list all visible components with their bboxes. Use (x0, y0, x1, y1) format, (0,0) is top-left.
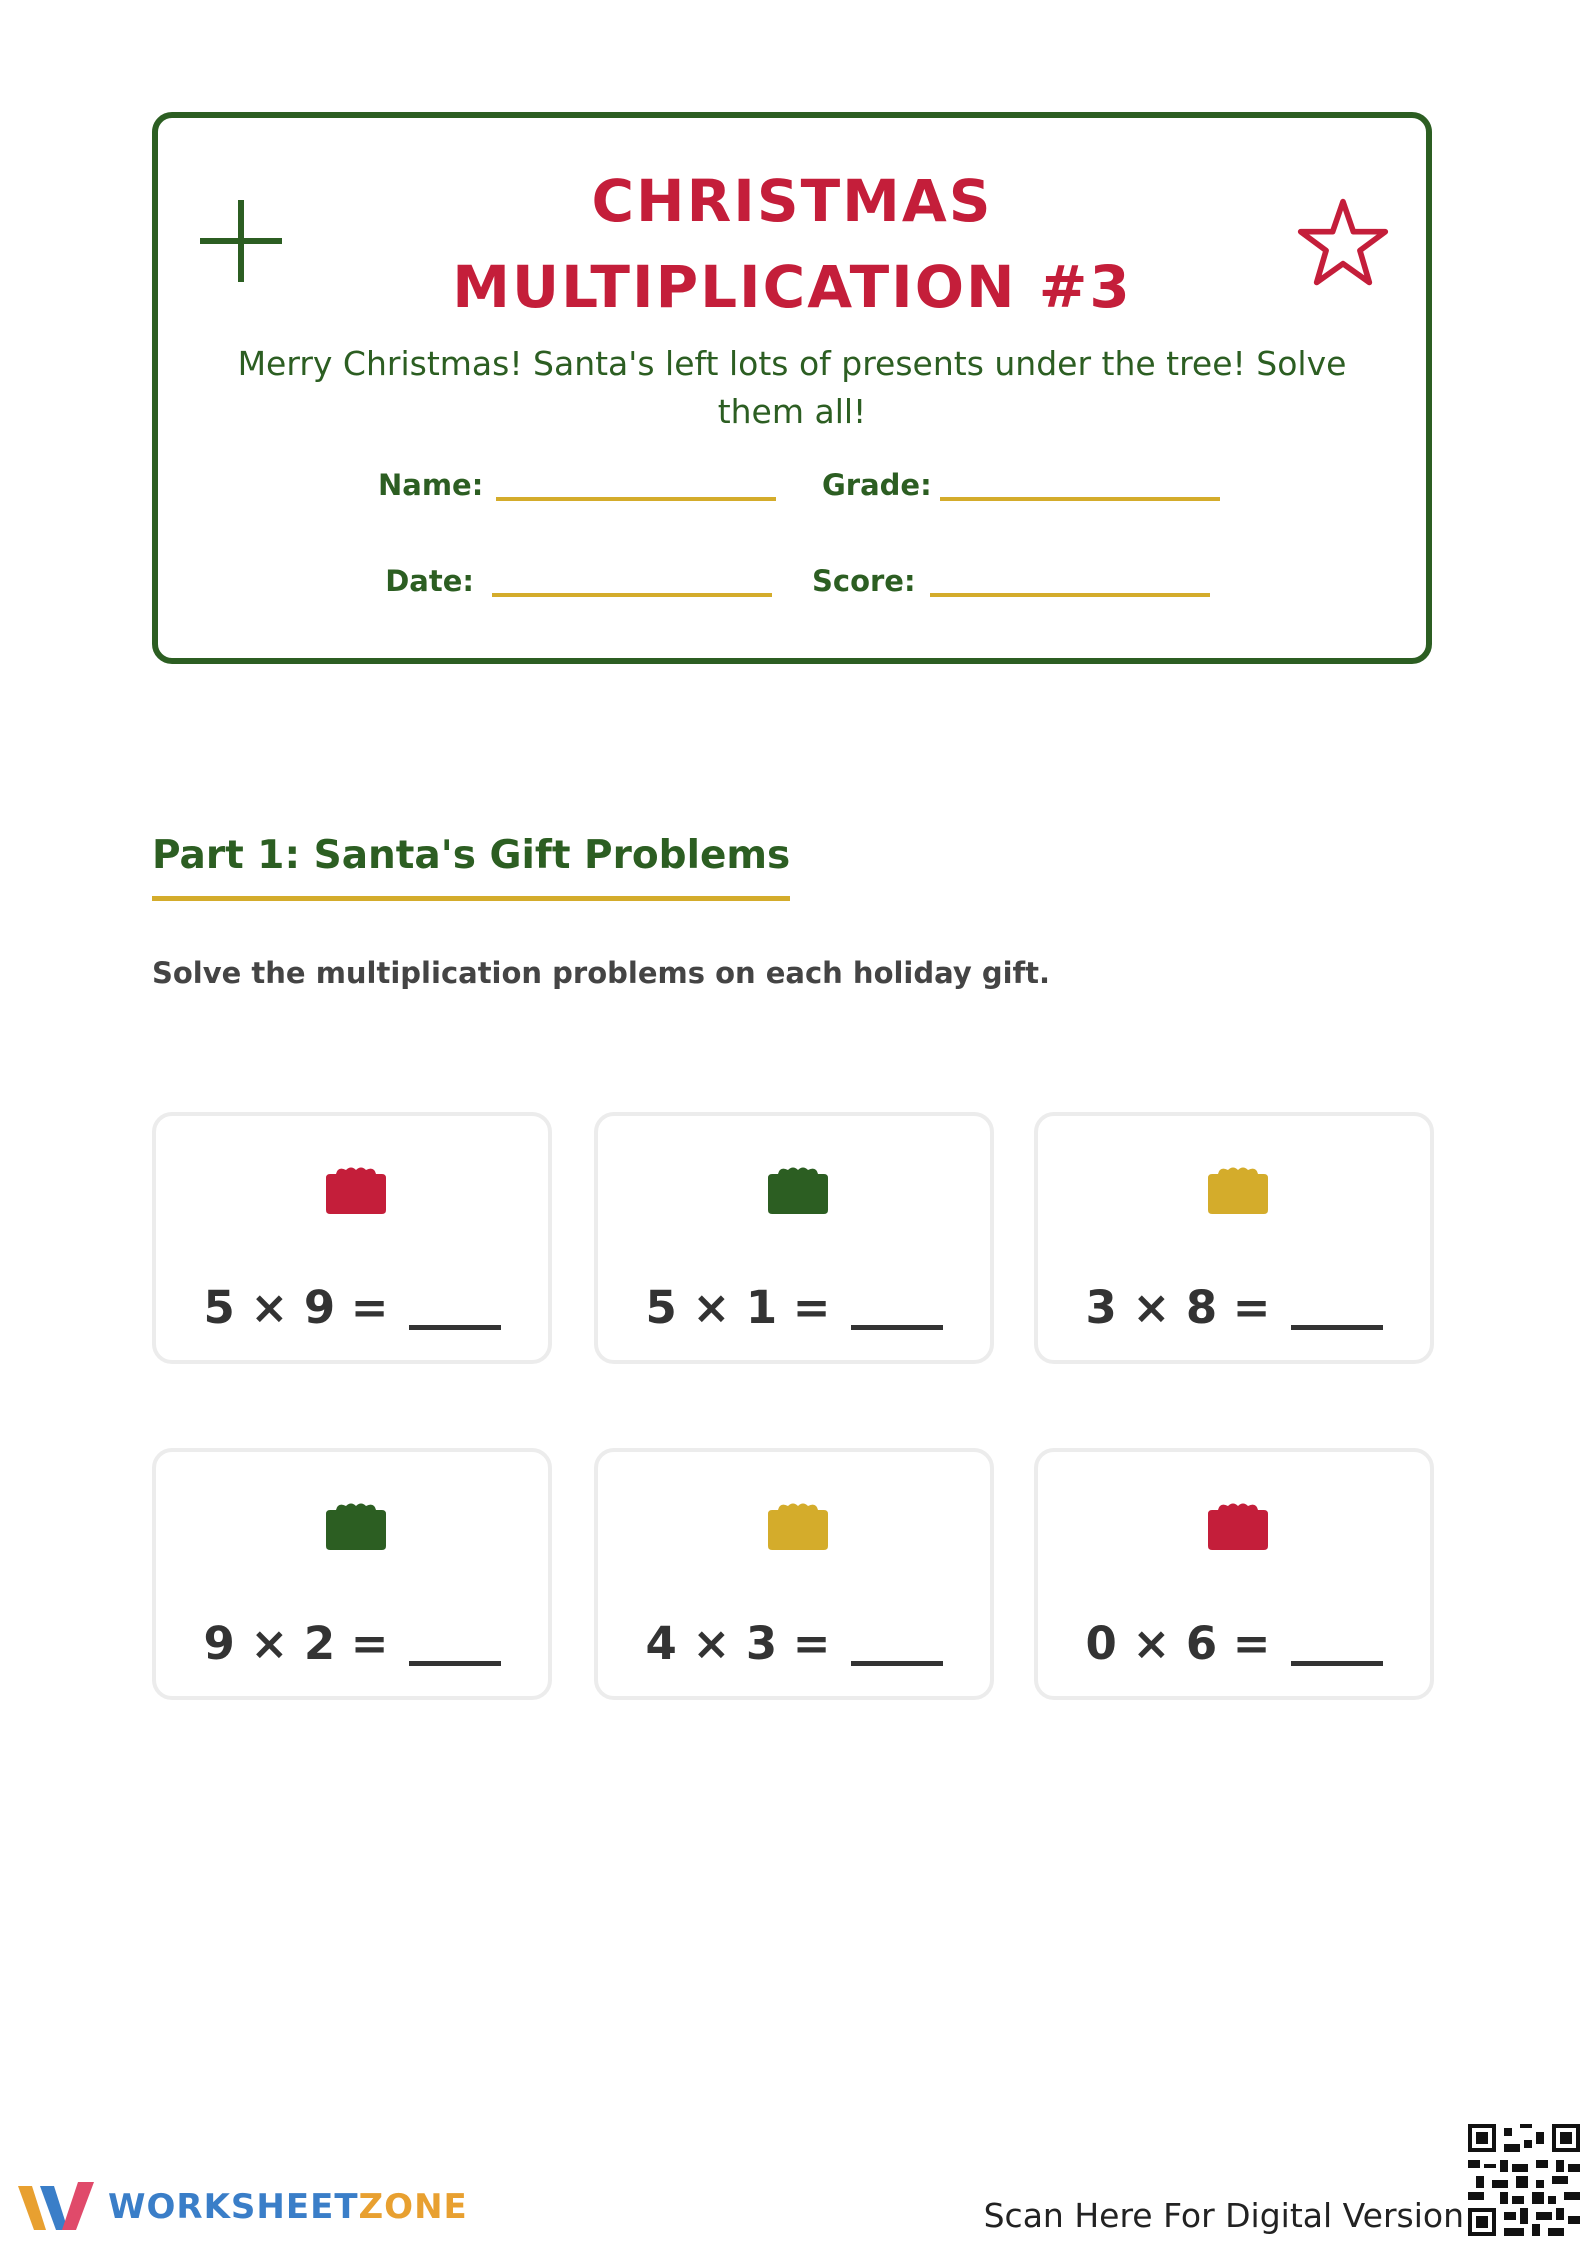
gift-card (594, 1112, 994, 1364)
problem (156, 1602, 548, 1672)
name-field[interactable] (378, 468, 776, 502)
grade-field[interactable] (822, 468, 1220, 502)
gift-card (152, 1112, 552, 1364)
gift-icon (324, 1164, 388, 1216)
name-label: Name: (378, 468, 484, 502)
gift-icon (766, 1164, 830, 1216)
date-field[interactable] (374, 564, 772, 598)
score-line[interactable] (930, 593, 1210, 597)
gift-card (1034, 1448, 1434, 1700)
grade-label: Grade: (822, 468, 932, 502)
problem-text: 3 × 8 = (1085, 1281, 1271, 1334)
gift-icon (766, 1500, 830, 1552)
scan-text: Scan Here For Digital Version (983, 2196, 1464, 2235)
instructions: Solve the multiplication problems on each holiday gift. (152, 956, 1051, 990)
worksheetzone-logo-icon (18, 2180, 98, 2236)
brand-name (108, 2187, 468, 2227)
answer-blank[interactable] (851, 1325, 943, 1330)
problem (1038, 1602, 1430, 1672)
grade-line[interactable] (940, 497, 1220, 501)
problem (156, 1266, 548, 1336)
gift-icon (324, 1500, 388, 1552)
problem-text: 9 × 2 = (203, 1617, 389, 1670)
answer-blank[interactable] (409, 1661, 501, 1666)
answer-blank[interactable] (1291, 1325, 1383, 1330)
page-title (158, 158, 1426, 330)
gift-card (152, 1448, 552, 1700)
problem (598, 1266, 990, 1336)
header-box (152, 112, 1432, 664)
answer-blank[interactable] (1291, 1661, 1383, 1666)
name-line[interactable] (496, 497, 776, 501)
title-line-1: CHRISTMAS (591, 167, 993, 235)
problem-text: 5 × 9 = (203, 1281, 389, 1334)
subtitle: Merry Christmas! Santa's left lots of presents under the tree! Solve them all! (237, 344, 1347, 431)
problem (1038, 1266, 1430, 1336)
date-line[interactable] (492, 593, 772, 597)
answer-blank[interactable] (851, 1661, 943, 1666)
answer-blank[interactable] (409, 1325, 501, 1330)
gift-card (1034, 1112, 1434, 1364)
qr-code-icon[interactable] (1468, 2124, 1580, 2236)
gift-card (594, 1448, 994, 1700)
gift-icon (1206, 1500, 1270, 1552)
problem-text: 5 × 1 = (645, 1281, 831, 1334)
brand-part-2: ZONE (358, 2187, 468, 2227)
brand-part-1: WORKSHEET (108, 2187, 359, 2227)
problem (598, 1602, 990, 1672)
part-1-title: Part 1: Santa's Gift Problems (152, 830, 790, 901)
score-label: Score: (812, 564, 916, 598)
problem-text: 4 × 3 = (645, 1617, 831, 1670)
date-label: Date: (385, 564, 474, 598)
score-field[interactable] (812, 564, 1210, 598)
problem-text: 0 × 6 = (1085, 1617, 1271, 1670)
gift-icon (1206, 1164, 1270, 1216)
title-line-2: MULTIPLICATION #3 (452, 253, 1132, 321)
